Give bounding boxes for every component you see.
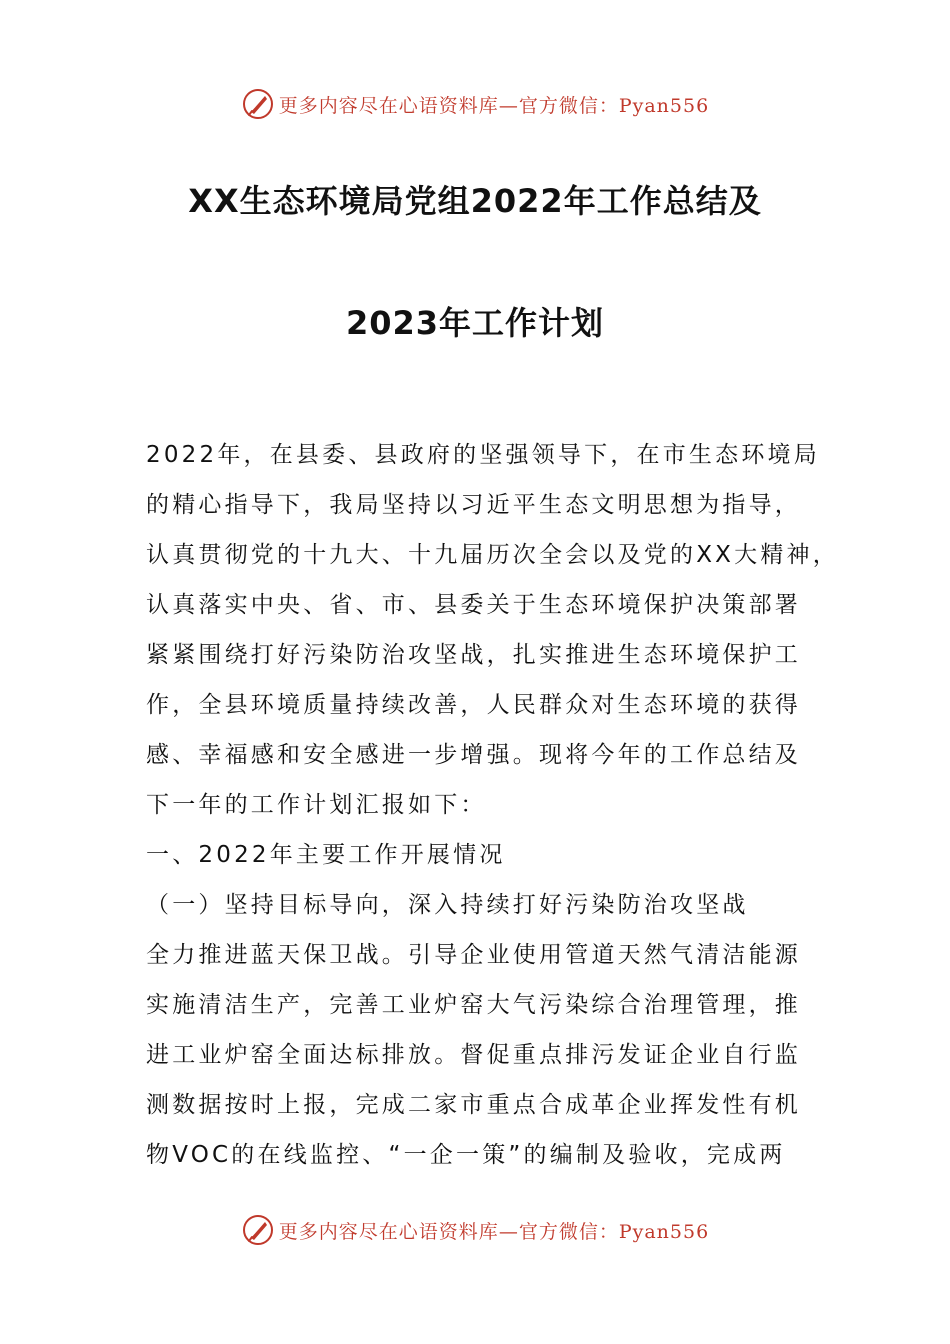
header-watermark-banner — [0, 82, 950, 126]
body-line: 的精心指导下，我局坚持以习近平生态文明思想为指导， — [146, 492, 801, 518]
document-body — [146, 430, 846, 1180]
banner-contact-id: Pyan556 — [618, 1220, 710, 1243]
banner-text — [279, 1217, 709, 1244]
section-heading: 一、2022年主要工作开展情况 — [146, 842, 506, 868]
subsection-heading: （一）坚持目标导向，深入持续打好污染防治攻坚战 — [146, 892, 749, 918]
body-line: 认真贯彻党的十九大、十九届历次全会以及党的XX大精神， — [146, 542, 839, 568]
banner-site-name: 更多内容尽在心语资料库 — [278, 1220, 499, 1243]
footer-watermark-banner — [0, 1208, 950, 1252]
body-line: 下一年的工作计划汇报如下： — [146, 792, 487, 818]
body-line: 测数据按时上报，完成二家市重点合成革企业挥发性有机 — [146, 1092, 801, 1118]
body-line: 实施清洁生产，完善工业炉窑大气污染综合治理管理，推 — [146, 992, 801, 1018]
body-line: 物VOC的在线监控、“一企一策”的编制及验收，完成两 — [146, 1142, 786, 1168]
body-line: 2022年，在县委、县政府的坚强领导下，在市生态环境局 — [146, 442, 820, 468]
body-line: 全力推进蓝天保卫战。引导企业使用管道天然气清洁能源 — [146, 942, 801, 968]
banner-contact-label: 官方微信： — [518, 1220, 619, 1243]
banner-separator: — — [498, 1220, 519, 1243]
body-line: 紧紧围绕打好污染防治攻坚战，扎实推进生态环境保护工 — [146, 642, 801, 668]
body-line: 作，全县环境质量持续改善，人民群众对生态环境的获得 — [146, 692, 801, 718]
banner-text — [279, 91, 709, 118]
banner-contact-label: 官方微信： — [518, 94, 619, 117]
body-line: 进工业炉窑全面达标排放。督促重点排污发证企业自行监 — [146, 1042, 801, 1068]
banner-site-name: 更多内容尽在心语资料库 — [278, 94, 499, 117]
quill-pen-circle-icon — [241, 1213, 275, 1247]
body-line: 感、幸福感和安全感进一步增强。现将今年的工作总结及 — [146, 742, 801, 768]
banner-separator: — — [498, 94, 519, 117]
document-title-line-1: XX生态环境局党组2022年工作总结及 — [188, 182, 762, 220]
banner-contact-id: Pyan556 — [618, 94, 710, 117]
quill-pen-circle-icon — [241, 87, 275, 121]
document-title-line-2: 2023年工作计划 — [345, 304, 605, 342]
body-line: 认真落实中央、省、市、县委关于生态环境保护决策部署 — [146, 592, 801, 618]
